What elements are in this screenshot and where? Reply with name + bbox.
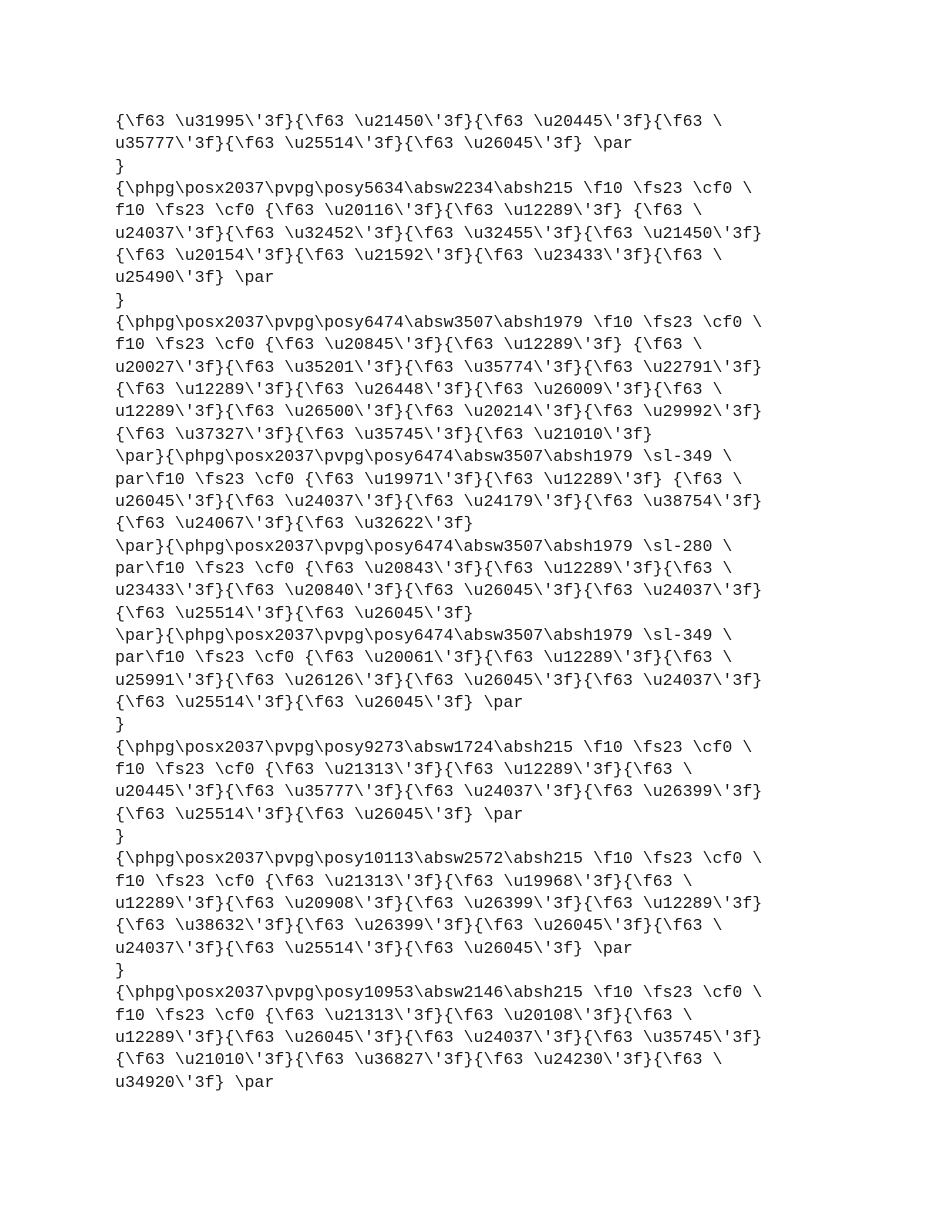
code-line: {\f63 \u25514\'3f}{\f63 \u26045\'3f}	[115, 603, 474, 623]
code-line: }	[115, 961, 125, 981]
code-line: u34920\'3f} \par	[115, 1072, 275, 1092]
code-line: {\f63 \u37327\'3f}{\f63 \u35745\'3f}{\f63 \u21010\'3f}	[115, 424, 653, 444]
code-line: {\f63 \u24067\'3f}{\f63 \u32622\'3f}	[115, 514, 474, 534]
code-line: {\phpg\posx2037\pvpg\posy5634\absw2234\absh215 \f10 \fs23 \cf0 \	[115, 179, 753, 199]
code-line: {\phpg\posx2037\pvpg\posy9273\absw1724\absh215 \f10 \fs23 \cf0 \	[115, 737, 753, 757]
code-line: u24037\'3f}{\f63 \u25514\'3f}{\f63 \u26045\'3f} \par	[115, 938, 633, 958]
code-line: u26045\'3f}{\f63 \u24037\'3f}{\f63 \u24179\'3f}{\f63 \u38754\'3f}	[115, 491, 763, 511]
code-line: }	[115, 715, 125, 735]
code-line: {\phpg\posx2037\pvpg\posy10113\absw2572\absh215 \f10 \fs23 \cf0 \	[115, 849, 763, 869]
code-line: u24037\'3f}{\f63 \u32452\'3f}{\f63 \u32455\'3f}{\f63 \u21450\'3f}	[115, 223, 763, 243]
code-line: par\f10 \fs23 \cf0 {\f63 \u19971\'3f}{\f63 \u12289\'3f} {\f63 \	[115, 469, 743, 489]
code-line: u12289\'3f}{\f63 \u20908\'3f}{\f63 \u26399\'3f}{\f63 \u12289\'3f}	[115, 894, 763, 914]
code-line: u25490\'3f} \par	[115, 268, 275, 288]
code-line: u12289\'3f}{\f63 \u26500\'3f}{\f63 \u20214\'3f}{\f63 \u29992\'3f}	[115, 402, 763, 422]
code-line: }	[115, 827, 125, 846]
code-line: f10 \fs23 \cf0 {\f63 \u21313\'3f}{\f63 \u19968\'3f}{\f63 \	[115, 871, 693, 891]
code-line: {\f63 \u25514\'3f}{\f63 \u26045\'3f} \par	[115, 804, 524, 824]
code-line: u20445\'3f}{\f63 \u35777\'3f}{\f63 \u24037\'3f}{\f63 \u26399\'3f}	[115, 782, 763, 802]
code-line: par\f10 \fs23 \cf0 {\f63 \u20061\'3f}{\f63 \u12289\'3f}{\f63 \	[115, 648, 733, 668]
code-line: f10 \fs23 \cf0 {\f63 \u21313\'3f}{\f63 \u20108\'3f}{\f63 \	[115, 1005, 693, 1025]
code-line: f10 \fs23 \cf0 {\f63 \u21313\'3f}{\f63 \u12289\'3f}{\f63 \	[115, 759, 693, 779]
code-line: u20027\'3f}{\f63 \u35201\'3f}{\f63 \u35774\'3f}{\f63 \u22791\'3f}	[115, 357, 763, 377]
code-line: u25991\'3f}{\f63 \u26126\'3f}{\f63 \u26045\'3f}{\f63 \u24037\'3f}	[115, 670, 763, 690]
code-line: \par}{\phpg\posx2037\pvpg\posy6474\absw3507\absh1979 \sl-280 \	[115, 536, 733, 556]
code-line: par\f10 \fs23 \cf0 {\f63 \u20843\'3f}{\f63 \u12289\'3f}{\f63 \	[115, 558, 733, 578]
code-line: }	[115, 156, 125, 176]
code-line: {\phpg\posx2037\pvpg\posy10953\absw2146\absh215 \f10 \fs23 \cf0 \	[115, 983, 763, 1003]
code-line: \par}{\phpg\posx2037\pvpg\posy6474\absw3507\absh1979 \sl-349 \	[115, 447, 733, 467]
code-line: {\f63 \u31995\'3f}{\f63 \u21450\'3f}{\f63 \u20445\'3f}{\f63 \	[115, 112, 723, 131]
code-line: {\f63 \u25514\'3f}{\f63 \u26045\'3f} \par	[115, 692, 524, 712]
code-line: {\f63 \u21010\'3f}{\f63 \u36827\'3f}{\f63 \u24230\'3f}{\f63 \	[115, 1050, 723, 1070]
code-line: u23433\'3f}{\f63 \u20840\'3f}{\f63 \u26045\'3f}{\f63 \u24037\'3f}	[115, 581, 763, 601]
code-line: }	[115, 290, 125, 310]
code-line: u12289\'3f}{\f63 \u26045\'3f}{\f63 \u24037\'3f}{\f63 \u35745\'3f}	[115, 1028, 763, 1048]
code-line: {\f63 \u12289\'3f}{\f63 \u26448\'3f}{\f63 \u26009\'3f}{\f63 \	[115, 380, 723, 400]
rtf-code-block	[115, 111, 895, 1094]
code-line: u35777\'3f}{\f63 \u25514\'3f}{\f63 \u26045\'3f} \par	[115, 134, 633, 154]
code-line: {\f63 \u20154\'3f}{\f63 \u21592\'3f}{\f63 \u23433\'3f}{\f63 \	[115, 246, 723, 266]
code-line: \par}{\phpg\posx2037\pvpg\posy6474\absw3507\absh1979 \sl-349 \	[115, 625, 733, 645]
code-line: f10 \fs23 \cf0 {\f63 \u20845\'3f}{\f63 \u12289\'3f} {\f63 \	[115, 335, 703, 355]
code-line: {\f63 \u38632\'3f}{\f63 \u26399\'3f}{\f63 \u26045\'3f}{\f63 \	[115, 916, 723, 936]
code-line: {\phpg\posx2037\pvpg\posy6474\absw3507\absh1979 \f10 \fs23 \cf0 \	[115, 313, 763, 333]
code-line: f10 \fs23 \cf0 {\f63 \u20116\'3f}{\f63 \u12289\'3f} {\f63 \	[115, 201, 703, 221]
